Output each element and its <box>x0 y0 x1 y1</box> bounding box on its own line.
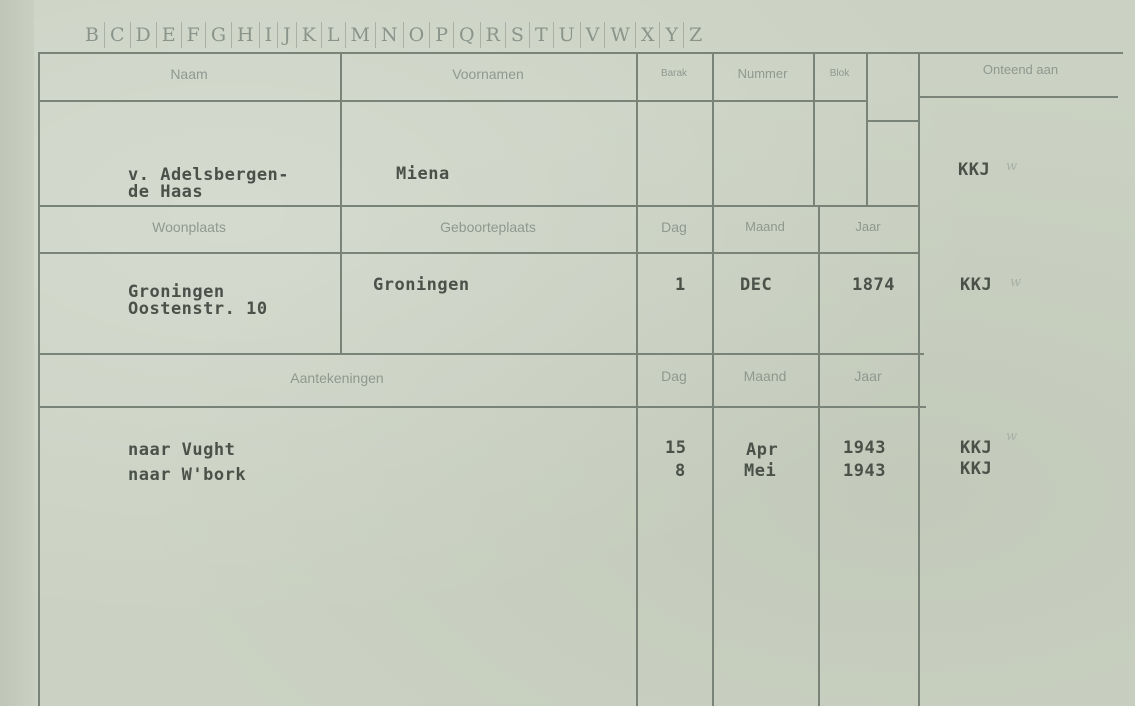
index-letter: N <box>376 22 404 48</box>
index-letter: H <box>232 22 260 48</box>
label-voornamen: Voornamen <box>452 66 524 82</box>
naam-line1: v. Adelsbergen- <box>128 165 290 185</box>
index-letter: L <box>322 22 346 48</box>
rule-row2-bottom <box>38 353 924 355</box>
label-geb-dag: Dag <box>661 219 687 235</box>
note-1-maand: Apr <box>746 440 779 460</box>
rule-v-col6 <box>866 52 868 207</box>
rule-header1-right <box>918 96 1118 98</box>
label-geb-maand: Maand <box>745 219 785 234</box>
note-2-text: naar W'bork <box>128 465 247 485</box>
note-2-dag: 8 <box>675 461 686 481</box>
note-2-maand: Mei <box>744 461 777 481</box>
index-letter: O <box>404 22 431 48</box>
rule-header2 <box>38 252 920 254</box>
woonplaats-line2: Oostenstr. 10 <box>128 299 268 319</box>
geb-maand-value: DEC <box>740 275 773 295</box>
index-letter: Y <box>660 22 684 48</box>
rule-header3 <box>38 406 926 408</box>
index-letter: K <box>297 22 322 48</box>
woonplaats-line1: Groningen <box>128 282 225 302</box>
rule-small-box <box>866 120 918 122</box>
index-letter: Q <box>454 22 481 48</box>
initials-signature-3: w <box>1006 429 1018 444</box>
kkj-mark-1: KKJ <box>958 160 991 180</box>
index-letter: G <box>206 22 232 48</box>
index-letter: X <box>636 22 661 48</box>
rule-header1 <box>38 100 868 102</box>
index-letter: S <box>506 22 530 48</box>
label-note-dag: Dag <box>661 368 687 384</box>
label-geb-jaar: Jaar <box>855 219 881 234</box>
index-letter: R <box>481 22 506 48</box>
card-left-edge <box>0 0 34 706</box>
label-woonplaats: Woonplaats <box>152 219 226 235</box>
index-letter: E <box>157 22 182 48</box>
index-letter: U <box>554 22 581 48</box>
geb-jaar-value: 1874 <box>852 275 895 295</box>
voornamen-value: Miena <box>396 164 450 184</box>
note-1-mark: KKJ <box>960 438 993 458</box>
note-2-mark: KKJ <box>960 459 993 479</box>
index-letter: I <box>260 22 279 48</box>
geboorteplaats-value: Groningen <box>373 275 470 295</box>
index-letter: W <box>605 22 636 48</box>
index-letter: C <box>105 22 131 48</box>
label-note-jaar: Jaar <box>854 368 882 384</box>
index-letter: T <box>530 22 554 48</box>
index-letter: D <box>131 22 157 48</box>
rule-v-col7 <box>918 52 920 706</box>
label-aantekeningen: Aantekeningen <box>290 370 384 386</box>
note-2-jaar: 1943 <box>843 461 886 481</box>
note-1-text: naar Vught <box>128 440 236 460</box>
initials-signature-2: w <box>1010 275 1022 290</box>
label-onteend-aan: Onteend aan <box>982 62 1059 77</box>
rule-top <box>38 52 1123 54</box>
index-letter: P <box>430 22 454 48</box>
rule-row1-bottom <box>38 205 918 207</box>
initials-signature-1: w <box>1006 159 1018 174</box>
label-nummer: Nummer <box>737 66 788 81</box>
index-letter: F <box>182 22 206 48</box>
note-1-jaar: 1943 <box>843 438 886 458</box>
label-naam: Naam <box>170 66 208 82</box>
label-barak: Barak <box>660 68 688 79</box>
index-letter-strip <box>80 18 1120 52</box>
index-letter: Z <box>688 24 703 46</box>
index-letter: M <box>346 22 376 48</box>
note-1-dag: 15 <box>665 438 687 458</box>
label-blok: Blok <box>829 68 850 79</box>
rule-v-naam <box>340 52 342 354</box>
index-letter: V <box>581 22 606 48</box>
index-letter: B <box>80 22 105 48</box>
label-geboorteplaats: Geboorteplaats <box>440 219 536 235</box>
rule-v-col5b <box>818 205 820 706</box>
label-note-maand: Maand <box>743 368 787 384</box>
naam-line2: de Haas <box>128 182 204 202</box>
geb-dag-value: 1 <box>675 275 686 295</box>
index-letter: J <box>278 22 297 48</box>
kkj-mark-2: KKJ <box>960 275 993 295</box>
